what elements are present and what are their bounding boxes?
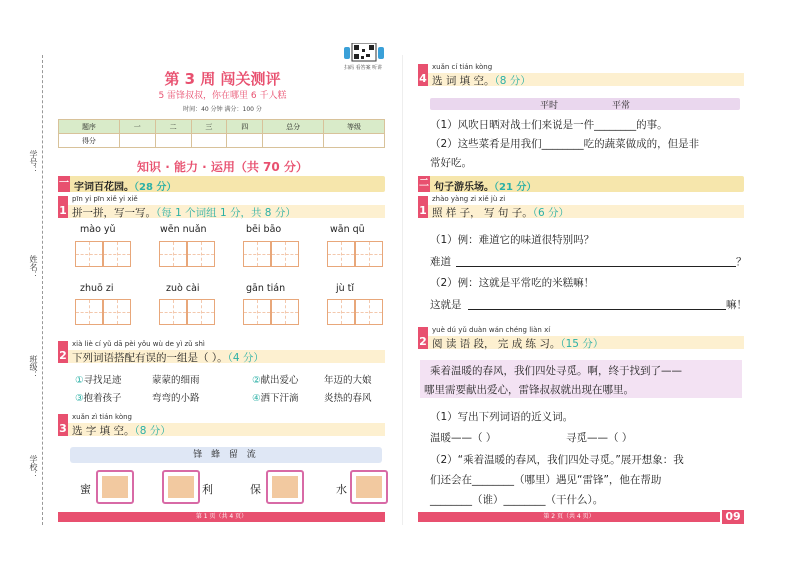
footer-right: 第 2 页（共 4 页） [418, 512, 720, 522]
pinyin-word: zuò cài [166, 283, 200, 294]
fill-char: 蜜 [80, 483, 91, 496]
option-3[interactable] [75, 390, 122, 404]
option-1[interactable] [75, 372, 122, 386]
answer-1-prefix: 难道 [430, 256, 451, 268]
qr-caption: 扫码 看答案 听讲 [344, 65, 383, 71]
q4-instruction [432, 73, 531, 88]
score-table [58, 119, 385, 148]
footer-left: 第 1 页（共 4 页） [58, 512, 385, 522]
sub-question-1: （1）写出下列词语的近义词。 [430, 411, 574, 423]
score-cell[interactable] [155, 134, 191, 148]
p2q2-points: （15 分） [560, 338, 604, 350]
qr-code-icon[interactable] [344, 43, 384, 63]
writing-grid[interactable] [75, 241, 131, 267]
score-cell[interactable] [263, 134, 324, 148]
q2-number: 2 [58, 341, 68, 363]
passage-line-1: 乘着温暖的春风，我们四处寻觅。啊，终于找到了—— [430, 365, 682, 377]
pinyin-word: gān tián [246, 283, 286, 294]
word-option-bar [430, 98, 740, 110]
option-phrase: 寻找足迹 [83, 375, 122, 386]
p2q1-instruction [432, 205, 569, 220]
score-header: 题序 [59, 120, 120, 134]
part1-roman: 一 [58, 176, 70, 192]
score-header: 一 [119, 120, 155, 134]
score-header: 三 [191, 120, 227, 134]
q2-points: （4 分） [227, 352, 264, 364]
part2-label-text: 句子游乐场。 [434, 182, 494, 193]
option-2-b: 年迈的大娘 [324, 375, 372, 386]
part1-points: （28 分） [134, 182, 177, 193]
p2q1-number: 1 [418, 196, 428, 218]
school-label: 学校： [29, 455, 38, 479]
score-cell[interactable] [119, 134, 155, 148]
part1-label [74, 178, 176, 193]
page-number-badge: 09 [722, 510, 744, 524]
fill-char: 利 [202, 483, 213, 496]
p2q2-pinyin: yuè dú yǔ duàn wán chéng liàn xí [432, 326, 551, 334]
score-header: 等级 [324, 120, 385, 134]
q1-number: 1 [58, 196, 68, 218]
name-label: 姓名： [29, 255, 38, 279]
writing-grid[interactable] [327, 241, 383, 267]
q3-pinyin: xuǎn zì tián kòng [72, 413, 132, 421]
part2-label [434, 178, 536, 193]
q2-instruction [72, 350, 264, 365]
page-subtitle: 5 雷锋叔叔，你在哪里 6 千人糕 [158, 91, 287, 101]
word-choice-bar: 锋 蜂 留 流 [70, 447, 382, 463]
synonym-pair-2[interactable]: 寻觅——（ ） [566, 432, 633, 444]
option-4-b: 炎热的春风 [324, 393, 372, 404]
fill-char: 保 [250, 483, 261, 496]
answer-1-line[interactable] [456, 266, 736, 267]
score-header: 四 [227, 120, 263, 134]
option-4[interactable] [252, 390, 299, 404]
option-1-b: 蒙蒙的细雨 [152, 375, 200, 386]
q4-line-3: 常好吃。 [430, 157, 472, 169]
synonym-pair-1[interactable]: 温暖——（ ） [430, 432, 497, 444]
q2-text: 下列词语搭配有误的一组是（ ）。 [72, 352, 228, 364]
sub-question-2-line-1: （2）“乘着温暖的春风，我们四处寻觅。”展开想象：我 [430, 454, 684, 466]
option-number: ③ [75, 393, 84, 404]
word-option: 平常 [612, 101, 631, 111]
word-option: 平时 [540, 101, 559, 111]
writing-grid[interactable] [159, 241, 215, 267]
answer-2-prefix: 这就是 [430, 299, 462, 311]
q1-pinyin: pīn yi pīn xiě yi xiě [72, 195, 138, 203]
option-phrase: 抱着孩子 [83, 393, 122, 404]
option-number: ② [252, 375, 261, 386]
q3-instruction [72, 423, 171, 438]
score-header: 二 [155, 120, 191, 134]
q1-instruction [72, 205, 296, 220]
binding-dashed-line [42, 55, 43, 525]
q4-number: 4 [418, 64, 428, 86]
p2q1-pinyin: zhào yàng zi xiě jù zi [432, 195, 506, 203]
score-header: 总分 [263, 120, 324, 134]
score-cell[interactable] [191, 134, 227, 148]
p2q2-instruction [432, 336, 603, 351]
fill-box[interactable] [96, 470, 134, 504]
page-divider [402, 55, 403, 525]
time-score-info: 时间：40 分钟 满分：100 分 [183, 106, 262, 113]
option-3-b: 弯弯的小路 [152, 393, 200, 404]
q1-points: （每 1 个词组 1 分，共 8 分） [156, 207, 296, 219]
q4-pinyin: xuǎn cí tián kòng [432, 63, 493, 71]
writing-grid[interactable] [159, 299, 215, 325]
p2q1-points: （6 分） [532, 207, 569, 219]
score-cell[interactable] [227, 134, 263, 148]
answer-2-line[interactable] [468, 309, 726, 310]
writing-grid[interactable] [243, 299, 299, 325]
score-row-label: 得分 [59, 134, 120, 148]
option-2[interactable] [252, 372, 299, 386]
fill-box[interactable] [266, 470, 304, 504]
writing-grid[interactable] [327, 299, 383, 325]
fill-char: 水 [336, 483, 347, 496]
p2q2-number: 2 [418, 327, 428, 349]
option-number: ① [75, 375, 84, 386]
writing-grid[interactable] [243, 241, 299, 267]
sub-question-2-line-3[interactable]: ________（谁）________（干什么）。 [430, 494, 604, 506]
student-number-label: 学号： [29, 150, 38, 174]
q3-points: （8 分） [134, 425, 171, 437]
q4-text: 选 词 填 空。 [432, 75, 495, 87]
p2q2-text: 阅 读 语 段， 完 成 练 习。 [432, 338, 561, 350]
q4-line-2: （2）这些菜肴是用我们________吃的蔬菜做成的，但是非 [430, 138, 700, 150]
option-phrase: 洒下汗滴 [260, 393, 299, 404]
example-1: （1）例：难道它的味道很特别吗？ [430, 234, 595, 246]
q4-line-1: （1）风吹日晒对战士们来说是一件________的事。 [430, 119, 668, 131]
part2-roman: 二 [418, 176, 430, 192]
class-label: 班级： [29, 355, 38, 379]
sub-question-2-line-2[interactable]: 们还会在________（哪里）遇见“雷锋”，他在帮助 [430, 474, 662, 486]
example-2: （2）例：这就是平常吃的米糕嘛！ [430, 277, 595, 289]
pinyin-word: mào yǔ [80, 224, 116, 235]
q3-text: 选 字 填 空。 [72, 425, 135, 437]
q1-text: 拼一拼，写一写。 [72, 207, 156, 219]
page-title: 第 3 周 闯关测评 [164, 70, 281, 88]
q3-number: 3 [58, 414, 68, 436]
answer-1-suffix: ？ [736, 256, 747, 268]
pinyin-word: jù tǐ [336, 283, 355, 294]
q4-points: （8 分） [494, 75, 531, 87]
part2-points: （21 分） [494, 182, 537, 193]
pinyin-word: zhuō zi [80, 283, 114, 294]
q2-pinyin: xià liè cí yǔ dā pèi yǒu wù de yì zǔ shì [72, 340, 205, 348]
section-title: 知识 · 能力 · 运用（共 70 分） [137, 160, 308, 174]
answer-2-suffix: 嘛！ [726, 299, 747, 311]
part1-label-text: 字词百花园。 [74, 182, 134, 193]
option-phrase: 献出爱心 [260, 375, 299, 386]
pinyin-word: wēn nuǎn [160, 224, 207, 235]
fill-box[interactable] [350, 470, 388, 504]
p2q1-text: 照 样 子， 写 句 子。 [432, 207, 533, 219]
option-number: ④ [252, 393, 261, 404]
pinyin-word: wān qū [330, 224, 365, 235]
fill-box[interactable] [162, 470, 200, 504]
pinyin-word: bēi bāo [246, 224, 282, 235]
writing-grid[interactable] [75, 299, 131, 325]
passage-line-2: 哪里需要献出爱心，雷锋叔叔就出现在哪里。 [424, 384, 634, 396]
score-cell[interactable] [324, 134, 385, 148]
